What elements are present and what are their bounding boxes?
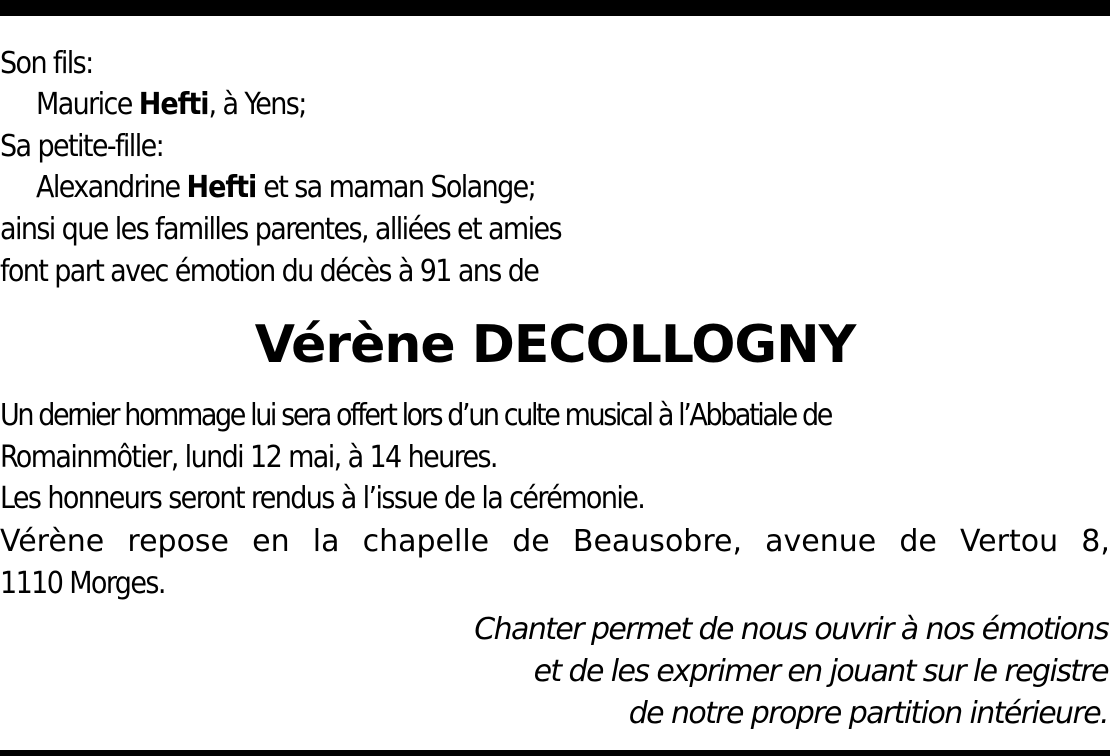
- top-border-rule: [0, 0, 1110, 16]
- quote-line-2: et de les exprimer en jouant sur le registre: [533, 654, 1108, 689]
- ceremony-line-1: Un dernier hommage lui sera offert lors d’un culte musical à l’Abbatiale de: [0, 398, 831, 433]
- deceased-name: Vérène DECOLLOGNY: [254, 315, 856, 375]
- son-first-name: Maurice: [36, 87, 132, 122]
- son-entry: [36, 87, 306, 123]
- ceremony-line-5: 1110 Morges.: [0, 566, 165, 601]
- son-place: , à Yens;: [208, 87, 306, 122]
- ceremony-line-4: [0, 524, 1110, 560]
- word: de: [899, 524, 937, 559]
- son-heading: Son fils:: [0, 46, 93, 81]
- granddaughter-heading: Sa petite-fille:: [0, 129, 164, 164]
- word: de: [512, 524, 550, 559]
- ceremony-line-2: Romainmôtier, lundi 12 mai, à 14 heures.: [0, 440, 497, 475]
- word: la: [312, 524, 340, 559]
- word: avenue: [765, 524, 877, 559]
- quote-line-3: de notre propre partition intérieure.: [628, 696, 1108, 731]
- word: Vertou: [959, 524, 1059, 559]
- families-line: ainsi que les familles parentes, alliées et amies: [0, 212, 561, 247]
- word: chapelle: [362, 524, 490, 559]
- word: Beausobre,: [572, 524, 743, 559]
- ceremony-line-3: Les honneurs seront rendus à l’issue de la cérémonie.: [0, 481, 645, 516]
- word: 8,: [1081, 524, 1110, 559]
- word: repose: [127, 524, 230, 559]
- word: Vérène: [0, 524, 105, 559]
- quote-line-1: Chanter permet de nous ouvrir à nos émotions: [474, 612, 1108, 647]
- announcement-line: font part avec émotion du décès à 91 ans de: [0, 254, 539, 289]
- granddaughter-entry: [36, 170, 535, 206]
- granddaughter-first-name: Alexandrine: [36, 170, 180, 205]
- son-surname: Hefti: [138, 87, 209, 122]
- granddaughter-surname: Hefti: [186, 170, 257, 205]
- word: en: [252, 524, 290, 559]
- bottom-border-rule: [0, 750, 1110, 756]
- granddaughter-rest: et sa maman Solange;: [256, 170, 536, 205]
